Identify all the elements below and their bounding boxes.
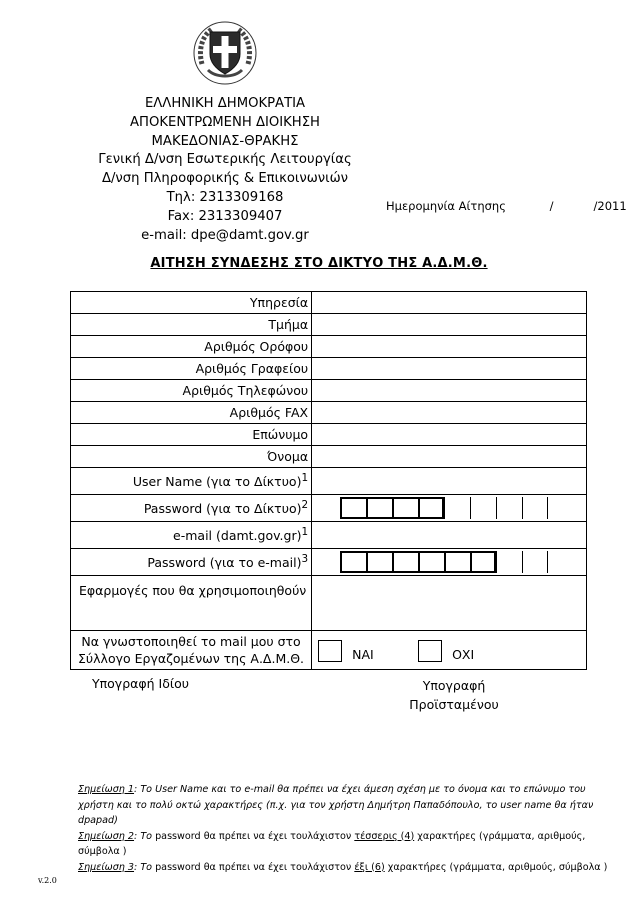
header-line: Fax: 2313309407 [167,208,283,224]
footnotes [78,782,608,875]
field-name[interactable] [312,446,587,468]
agency-header [70,95,380,245]
form-row [71,468,587,495]
header-line: e-mail: dpe@damt.gov.gr [141,227,309,243]
footnote-3: Σημείωση 3: Το password θα πρέπει να έχει τουλάχιστον έξι (6) χαρακτήρες (γράμματα, αριθμούς, σύμβολα ) [78,861,608,873]
char-box[interactable] [522,497,548,519]
form-row [71,522,587,549]
form-row [71,631,587,670]
field-label-surname: Επώνυμο [71,424,312,446]
form-row [71,292,587,314]
field-fax[interactable] [312,402,587,424]
field-phone[interactable] [312,380,587,402]
form-row [71,576,587,631]
header-line: ΕΛΛΗΝΙΚΗ ΔΗΜΟΚΡΑΤΙΑ [144,96,306,111]
header-line: ΜΑΚΕΔΟΝΙΑΣ-ΘΡΑΚΗΣ [151,133,299,149]
char-box[interactable] [366,497,392,519]
field-office[interactable] [312,358,587,380]
field-label-notify-union: Να γνωστοποιηθεί το mail μου στο Σύλλογο Εργαζομένων της Α.Δ.Μ.Θ. [71,631,312,670]
yes-no-choice [312,638,586,662]
char-box[interactable] [418,551,444,573]
supervisor-signature-label: Υπογραφή Προϊσταμένου [409,678,499,712]
form-row [71,495,587,522]
field-email-password[interactable] [312,549,587,576]
char-box[interactable] [522,551,548,573]
form-row [71,336,587,358]
char-box[interactable] [470,497,496,519]
field-department[interactable] [312,314,587,336]
field-label-office: Αριθμός Γραφείου [71,358,312,380]
field-surname[interactable] [312,424,587,446]
field-label-fax: Αριθμός FAX [71,402,312,424]
char-box[interactable] [340,551,366,573]
form-row [71,358,587,380]
header-line: ΑΠΟΚΕΝΤΡΩΜΕΝΗ ΔΙΟΙΚΗΣΗ [130,114,320,130]
char-box[interactable] [496,497,522,519]
char-box[interactable] [340,497,366,519]
header-line: Δ/νση Πληροφορικής & Επικοινωνιών [101,171,349,187]
field-label-email-password: Password (για το e-mail)$^3$ [71,549,312,576]
password-char-boxes [312,497,586,519]
yes-checkbox[interactable] [318,640,342,662]
application-date [386,199,627,213]
no-checkbox[interactable] [418,640,442,662]
date-label: Ημερομηνία Αίτησης [386,199,506,213]
yes-label: ΝΑΙ [352,647,374,662]
applicant-signature-label: Υπογραφή Ιδίου [92,676,189,691]
field-label-username: User Name (για το Δίκτυο)$^1$ [71,468,312,495]
header-line: Γενική Δ/νση Εσωτερικής Λειτουργίας [98,152,352,168]
form-row [71,446,587,468]
field-label-floor: Αριθμός Ορόφου [71,336,312,358]
no-label: ΟΧΙ [452,647,475,662]
field-username[interactable] [312,468,587,495]
field-label-applications: Εφαρμογές που θα χρησιμοποιηθούν [71,576,312,631]
header-line: Τηλ: 2313309168 [166,189,284,205]
char-box[interactable] [418,497,444,519]
field-label-phone: Αριθμός Τηλεφώνου [71,380,312,402]
field-label-name: Όνομα [71,446,312,468]
date-separator: / [549,199,554,213]
char-box[interactable] [444,551,470,573]
footnote-1: Σημείωση 1: Το User Name και το e-mail θα πρέπει να έχει άμεση σχέση με το όνομα και το επώνυμο του χρήστη και το πολύ οκτώ χαρακτήρες (π.χ. για τον χρήστη Δημήτρη Παπαδόπουλο, το user name θα ήταν dpapad) [78,784,594,826]
char-box[interactable] [366,551,392,573]
form-title: ΑΙΤΗΣΗ ΣΥΝΔΕΣΗΣ ΣΤΟ ΔΙΚΤΥΟ ΤΗΣ Α.Δ.Μ.Θ. [150,256,488,271]
footnote-2: Σημείωση 2: Το password θα πρέπει να έχει τουλάχιστον τέσσερις (4) χαρακτήρες (γράμματα, αριθμούς, σύμβολα ) [78,830,586,857]
form-row [71,549,587,576]
field-applications[interactable] [312,576,587,631]
password-char-boxes [312,551,586,573]
form-row [71,380,587,402]
char-box[interactable] [392,497,418,519]
field-floor[interactable] [312,336,587,358]
form-row [71,402,587,424]
version-label: v.2.0 [38,876,57,885]
char-box[interactable] [392,551,418,573]
field-label-email: e-mail (damt.gov.gr)$^1$ [71,522,312,549]
field-email[interactable] [312,522,587,549]
field-network-password[interactable] [312,495,587,522]
date-year: /2011 [593,199,627,213]
char-box[interactable] [444,497,470,519]
field-notify-union [312,631,587,670]
application-form-table [70,291,587,670]
form-row [71,424,587,446]
field-label-department: Τμήμα [71,314,312,336]
field-label-network-password: Password (για το Δίκτυο)$^2$ [71,495,312,522]
field-label-service: Υπηρεσία [71,292,312,314]
form-row [71,314,587,336]
greek-coat-of-arms-emblem [192,20,258,86]
char-box[interactable] [470,551,496,573]
field-service[interactable] [312,292,587,314]
char-box[interactable] [496,551,522,573]
